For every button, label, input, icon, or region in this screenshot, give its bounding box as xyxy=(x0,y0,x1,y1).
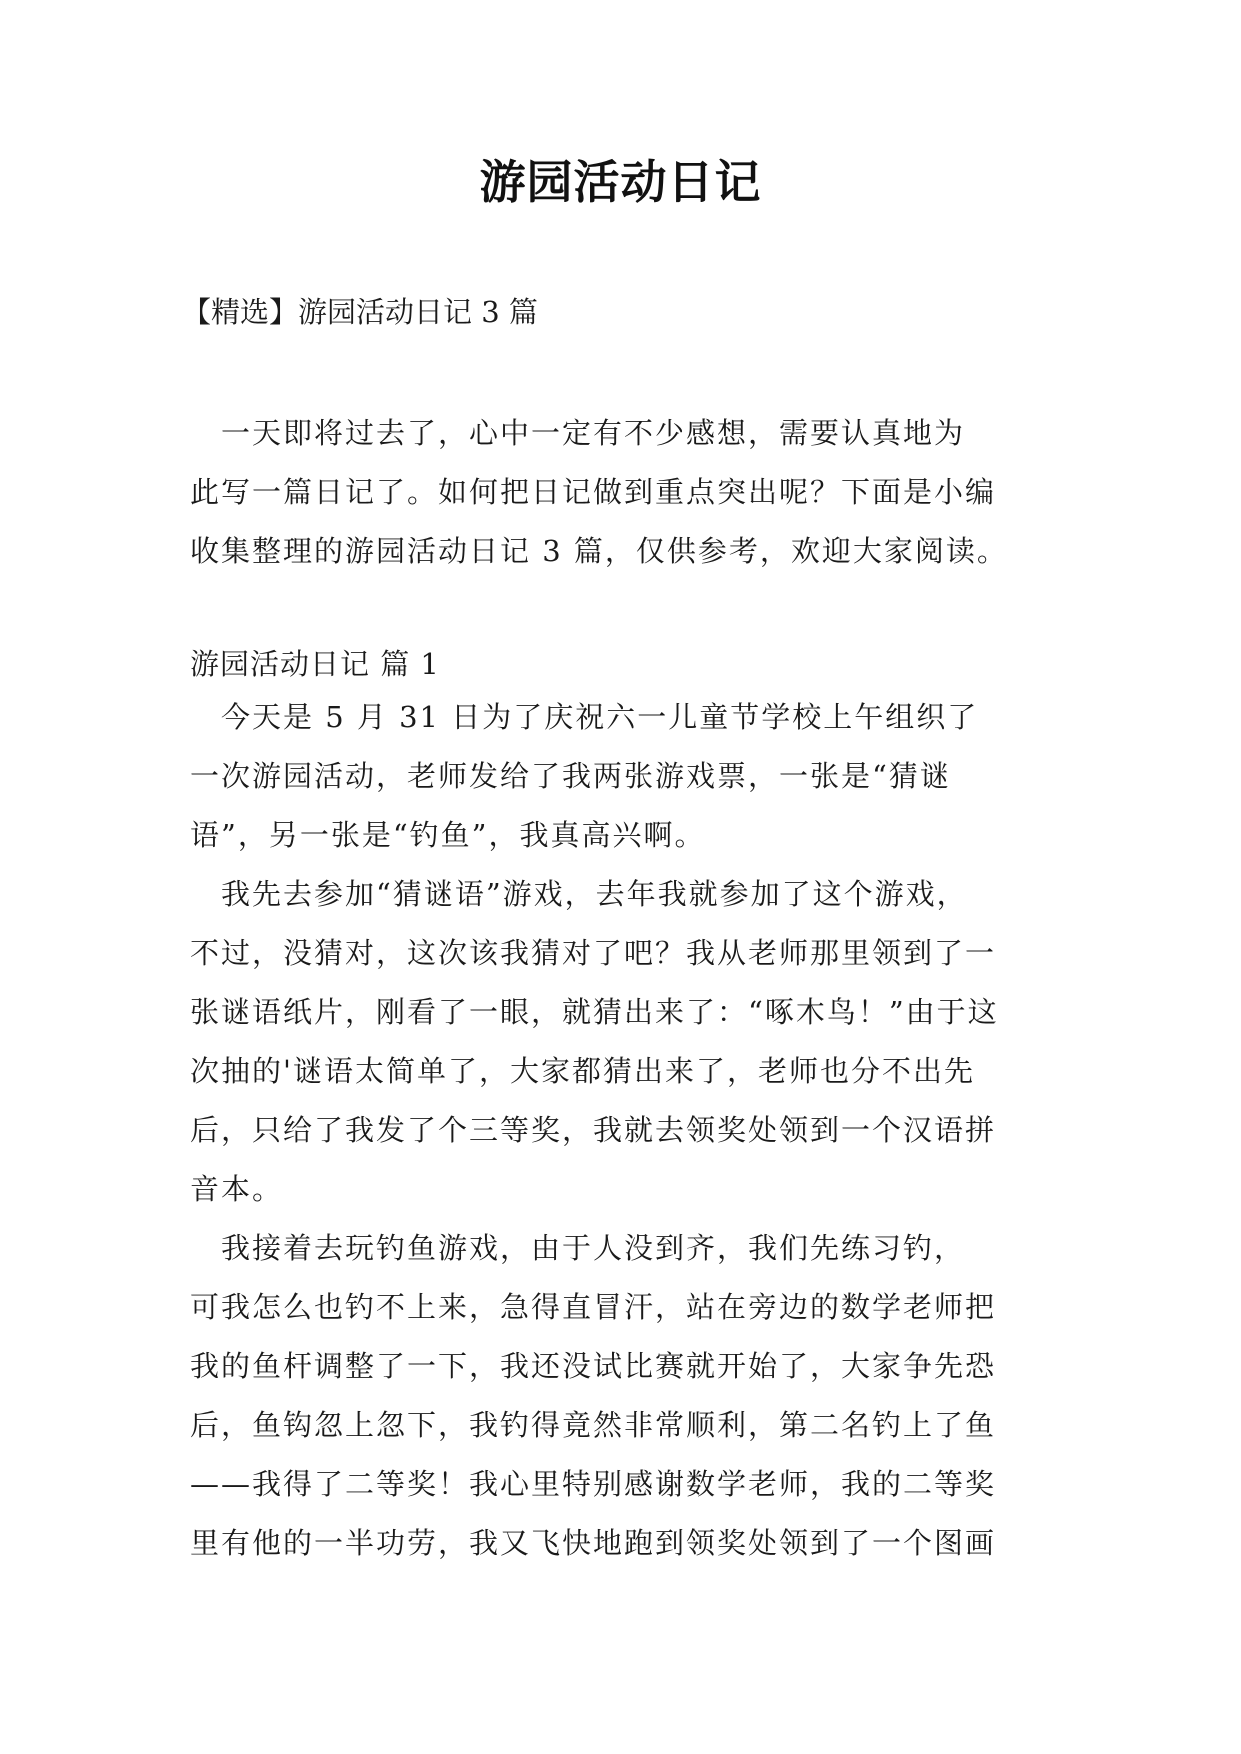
story-line: 我先去参加“猜谜语”游戏，去年我就参加了这个游戏， xyxy=(190,877,968,911)
story-line: 我的鱼杆调整了一下，我还没试比赛就开始了，大家争先恐 xyxy=(190,1349,997,1383)
story-line: ——我得了二等奖！我心里特别感谢数学老师，我的二等奖 xyxy=(190,1467,997,1501)
intro-paragraph xyxy=(190,404,1070,581)
story-line: 一次游园活动，老师发给了我两张游戏票，一张是“猜谜 xyxy=(190,759,951,793)
story-line: 不过，没猜对，这次该我猜对了吧？我从老师那里领到了一 xyxy=(190,936,997,970)
intro-line: 收集整理的游园活动日记 3 篇，仅供参考，欢迎大家阅读。 xyxy=(190,534,1008,568)
story-line: 张谜语纸片，刚看了一眼，就猜出来了：“啄木鸟！”由于这 xyxy=(190,995,999,1029)
story-line: 里有他的一半功劳，我又飞快地跑到领奖处领到了一个图画 xyxy=(190,1526,997,1560)
story-line: 可我怎么也钓不上来，急得直冒汗，站在旁边的数学老师把 xyxy=(190,1290,997,1324)
story-line: 音本。 xyxy=(190,1172,284,1206)
intro-line: 一天即将过去了，心中一定有不少感想，需要认真地为 xyxy=(190,416,966,450)
section-heading: 游园活动日记 篇 1 xyxy=(190,647,440,681)
story-line: 后，鱼钩忽上忽下，我钓得竟然非常顺利，第二名钓上了鱼 xyxy=(190,1408,997,1442)
intro-line: 此写一篇日记了。如何把日记做到重点突出呢？下面是小编 xyxy=(190,475,997,509)
story-line: 我接着去玩钓鱼游戏，由于人没到齐，我们先练习钓， xyxy=(190,1231,966,1265)
story-line: 语”，另一张是“钓鱼”，我真高兴啊。 xyxy=(190,818,706,852)
story-line: 次抽的'谜语太简单了，大家都猜出来了，老师也分不出先 xyxy=(190,1054,975,1088)
document-title: 游园活动日记 xyxy=(479,155,762,209)
story-line: 今天是 5 月 31 日为了庆祝六一儿童节学校上午组织了 xyxy=(190,700,979,734)
story-body xyxy=(190,688,1070,1573)
document-subtitle: 【精选】游园活动日记 3 篇 xyxy=(182,295,538,329)
story-line: 后，只给了我发了个三等奖，我就去领奖处领到一个汉语拼 xyxy=(190,1113,997,1147)
